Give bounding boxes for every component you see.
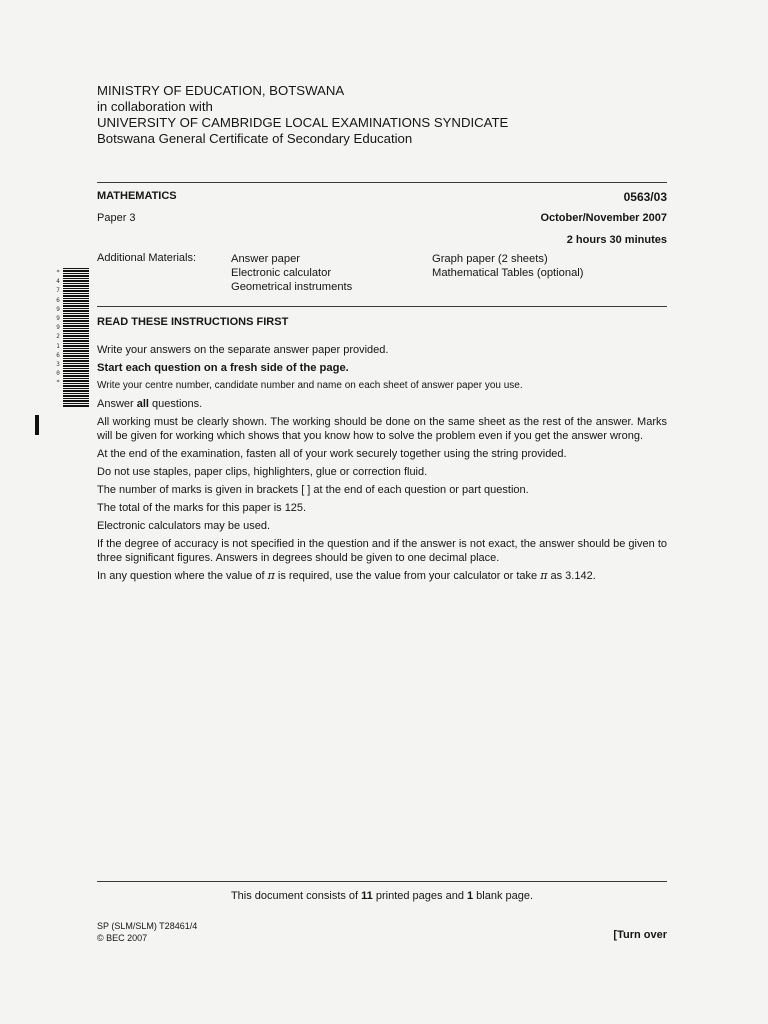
- barcode-digit: 3: [56, 361, 60, 369]
- top-divider: [97, 182, 667, 183]
- barcode-digit: 1: [56, 342, 60, 350]
- pi-symbol: π: [267, 569, 275, 582]
- barcode-digit: 6: [56, 296, 60, 304]
- instruction-fasten: At the end of the examination, fasten all of your work securely together using the string provided.: [97, 448, 567, 460]
- material-item: Electronic calculator: [231, 267, 332, 279]
- text-span: blank page.: [473, 890, 534, 902]
- instruction-answer-all: [97, 397, 667, 411]
- materials-list-1: [231, 252, 352, 294]
- document-reference: SP (SLM/SLM) T28461/4: [97, 921, 198, 931]
- barcode-digit: 6: [56, 351, 60, 359]
- text-span: as 3.142.: [547, 570, 596, 582]
- header-university: UNIVERSITY OF CAMBRIDGE LOCAL EXAMINATIONS SYNDICATE: [97, 115, 509, 130]
- footer-reference: [97, 920, 197, 944]
- barcode-digit: 4: [56, 278, 60, 286]
- instructions-heading: READ THESE INSTRUCTIONS FIRST: [97, 316, 289, 328]
- barcode-digits: [54, 268, 62, 388]
- page-count-note: [97, 890, 667, 902]
- header-block: [97, 83, 508, 147]
- barcode-digit: *: [56, 379, 60, 387]
- paper-code: 0563/03: [623, 190, 667, 204]
- barcode-digit: 7: [56, 287, 60, 295]
- material-item: Mathematical Tables (optional): [432, 267, 584, 279]
- margin-mark: [35, 415, 39, 435]
- barcode-digit: 9: [56, 315, 60, 323]
- turn-over-note: [Turn over: [613, 929, 667, 941]
- text-span: In any question where the value of: [97, 570, 268, 582]
- barcode-digit: 9: [56, 324, 60, 332]
- barcode-digit: *: [56, 269, 60, 276]
- instruction-accuracy: If the degree of accuracy is not specified in the question and if the answer is not exact, the answer should be given to three significant figures. Answers in degrees should be given to one decimal place.: [97, 538, 667, 564]
- materials-list-2: [432, 252, 584, 280]
- instruction-answer-paper: Write your answers on the separate answer paper provided.: [97, 344, 389, 356]
- instructions-body: [97, 343, 667, 587]
- instruction-pi-value: [97, 569, 667, 583]
- barcode-digit: 9: [56, 305, 60, 313]
- text-span: This document consists of: [230, 890, 362, 902]
- footer-divider: [97, 881, 667, 882]
- text-span: is required, use the value from your calculator or take: [274, 570, 541, 582]
- instruction-total-marks: The total of the marks for this paper is 125.: [97, 502, 307, 514]
- material-item: Geometrical instruments: [231, 281, 353, 293]
- barcode-graphic: [63, 268, 89, 408]
- instruction-calculators: Electronic calculators may be used.: [97, 520, 271, 532]
- exam-duration: 2 hours 30 minutes: [566, 234, 667, 246]
- pi-symbol: π: [540, 569, 548, 582]
- header-collaboration: in collaboration with: [97, 99, 213, 114]
- blank-pages-count: 1: [467, 890, 474, 902]
- text-span: Answer: [97, 398, 137, 410]
- header-ministry: MINISTRY OF EDUCATION, BOTSWANA: [97, 83, 345, 98]
- barcode-digit: 2: [56, 333, 60, 341]
- text-span: printed pages and: [372, 890, 467, 902]
- paper-number: Paper 3: [97, 212, 136, 224]
- material-item: Graph paper (2 sheets): [432, 253, 548, 265]
- text-span: questions.: [148, 398, 203, 410]
- exam-session: October/November 2007: [540, 212, 667, 224]
- barcode-digit: 0: [56, 370, 60, 378]
- instruction-fresh-side: Start each question on a fresh side of the page.: [97, 362, 349, 374]
- instruction-marks-brackets: The number of marks is given in brackets [ ] at the end of each question or part question.: [97, 484, 529, 496]
- instruction-working: All working must be clearly shown. The working should be done on the same sheet as the rest of the answer. Marks will be given for working which shows that you know how to solve the problem even if you get the answer wrong.: [97, 416, 667, 442]
- material-item: Answer paper: [231, 253, 301, 265]
- instruction-no-staples: Do not use staples, paper clips, highlighters, glue or correction fluid.: [97, 466, 428, 478]
- printed-pages-count: 11: [361, 890, 373, 902]
- emphasis-all: all: [136, 398, 149, 410]
- subject-title: MATHEMATICS: [97, 190, 177, 202]
- instruction-centre-number: Write your centre number, candidate number and name on each sheet of answer paper you use.: [97, 380, 523, 391]
- materials-label: Additional Materials:: [97, 252, 197, 264]
- copyright-notice: © BEC 2007: [97, 933, 148, 943]
- header-certificate: Botswana General Certificate of Secondary Education: [97, 131, 413, 146]
- instructions-divider: [97, 306, 667, 307]
